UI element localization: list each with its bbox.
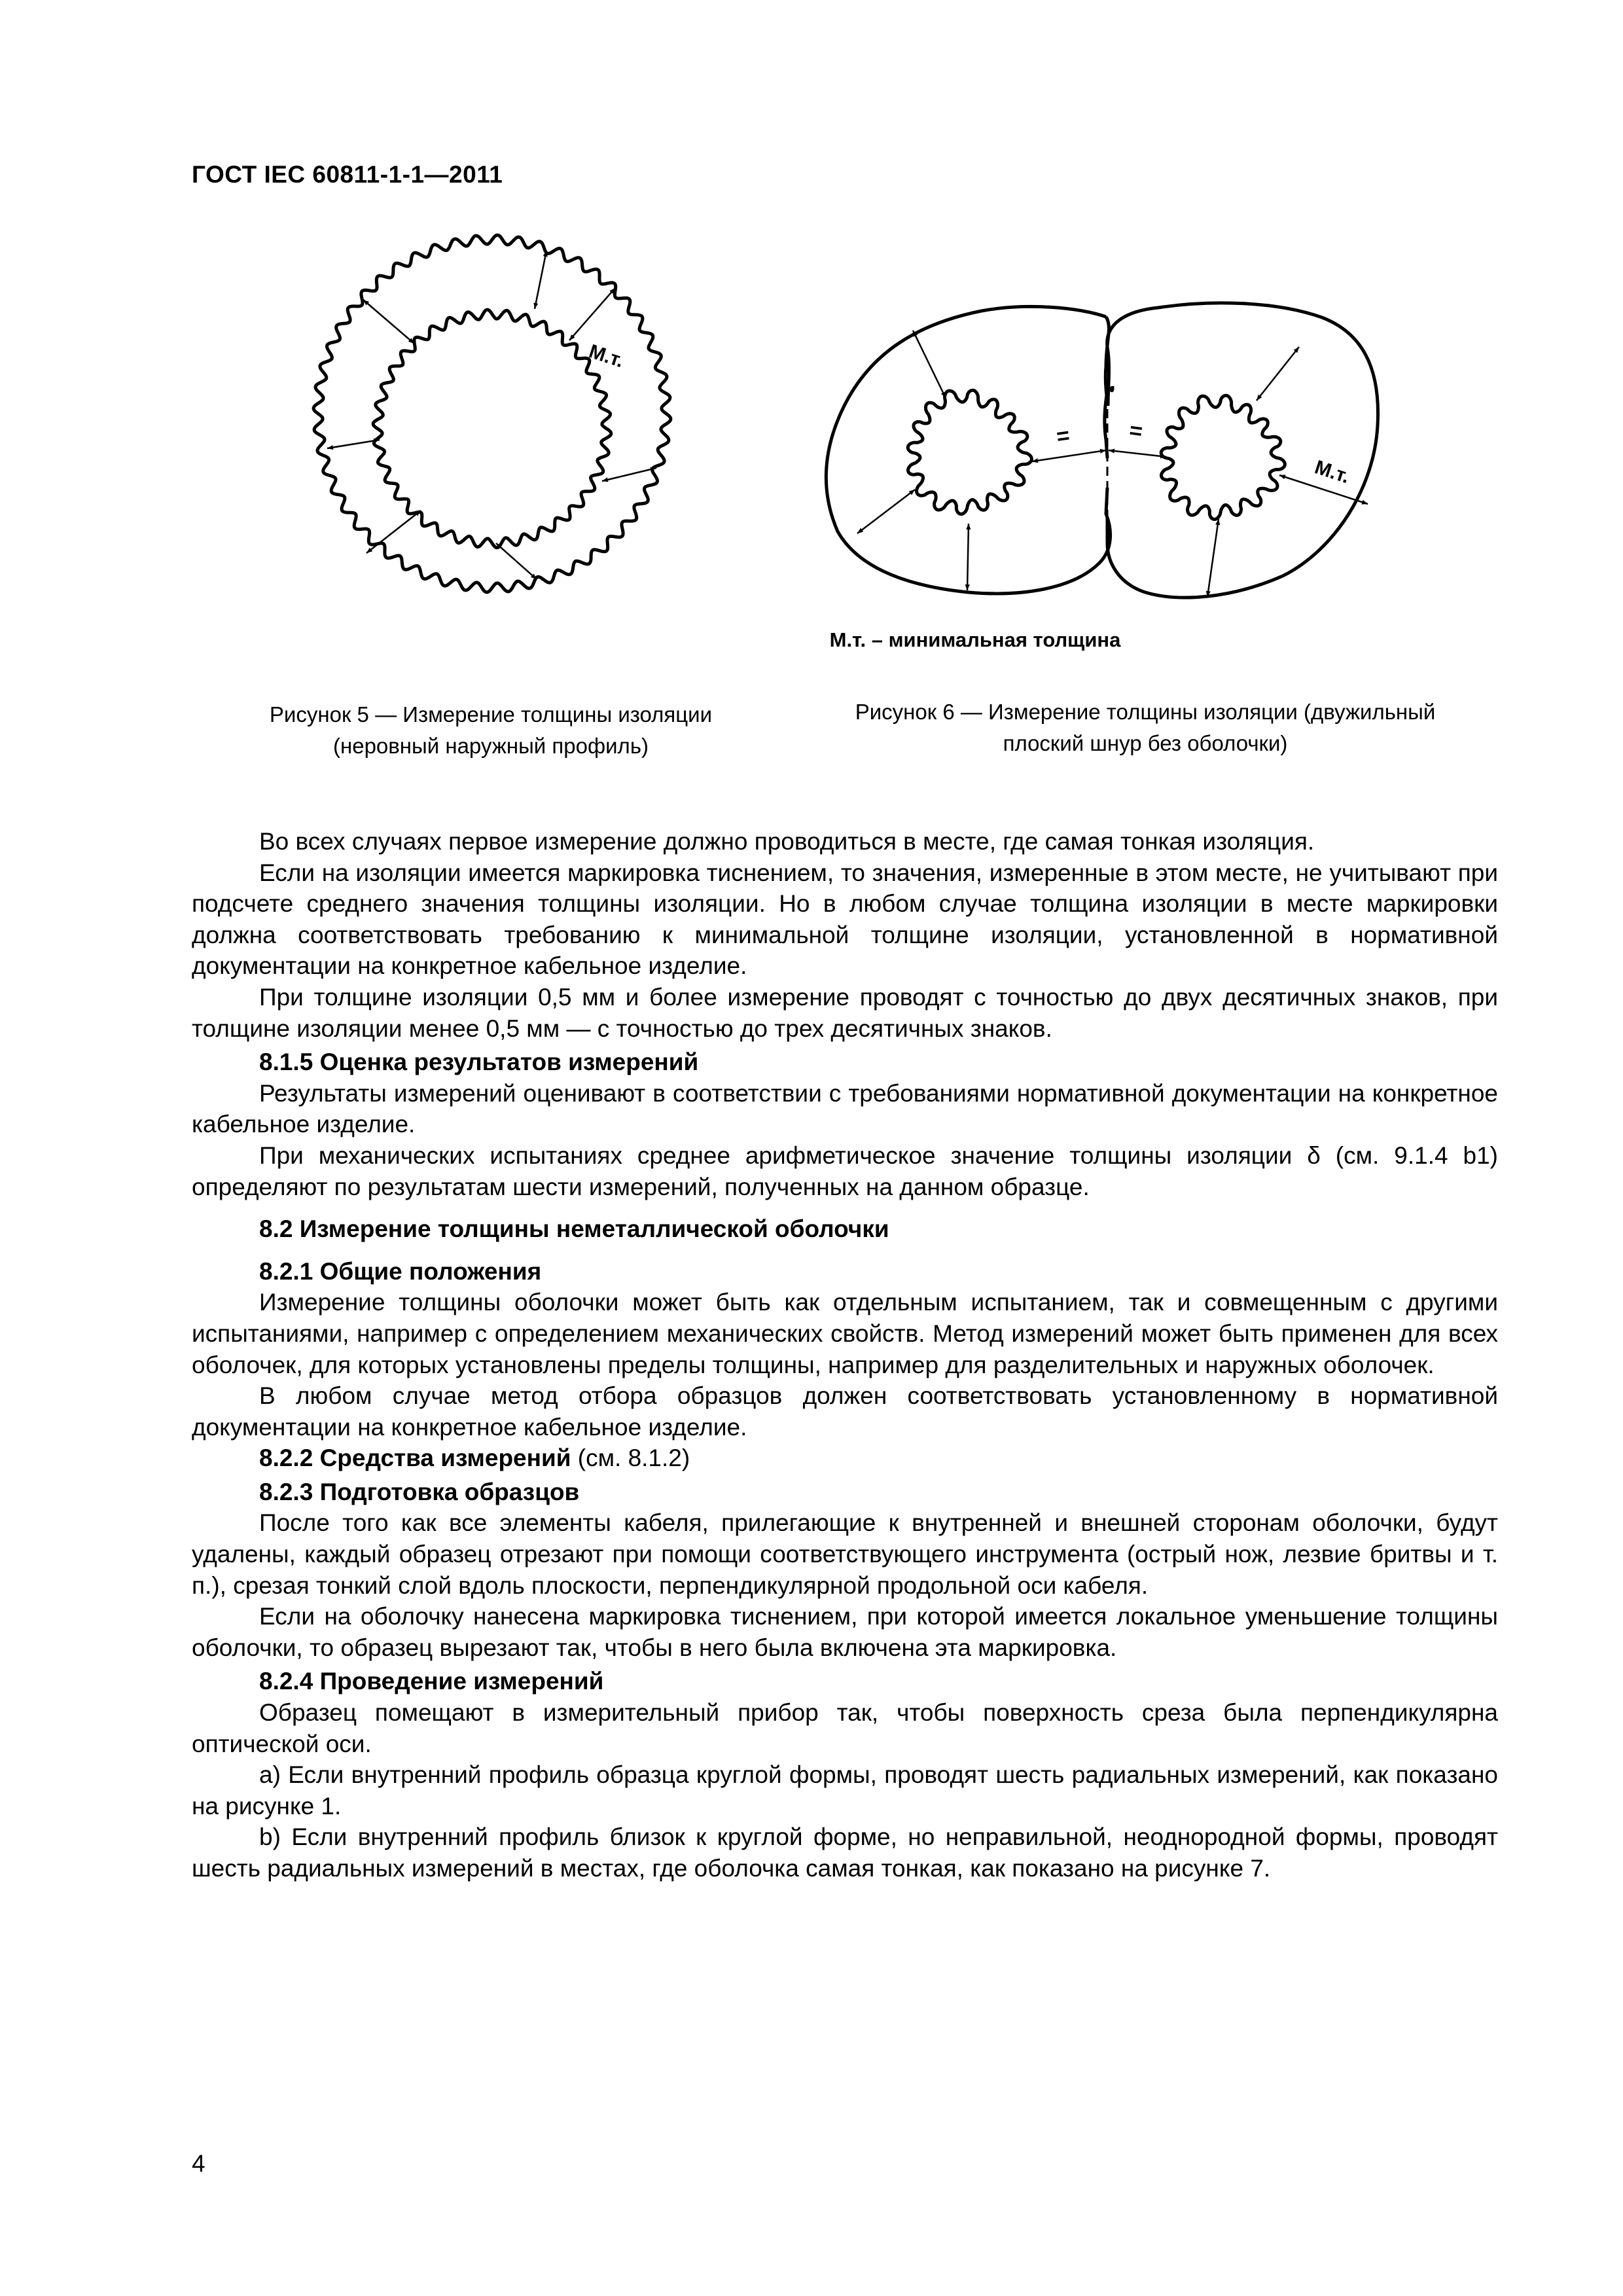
fig5-measure-arrow bbox=[569, 288, 615, 340]
paragraph: При толщине изоляции 0,5 мм и более измерение проводят с точностью до двух десятичных знаков, при толщине изоляции менее 0,5 мм — с точностью до трех десятичных знаков. bbox=[192, 983, 1498, 1042]
paragraph: Измерение толщины оболочки может быть как отдельным испытанием, так и совмещенным с другими испытаниями, например с определением механических свойств. Метод измерений может быть применен для всех оболочек, для которых установлены пределы толщины, например для разделительных и наружных оболочек. bbox=[192, 1289, 1498, 1378]
figure-5-caption bbox=[196, 699, 785, 762]
fig6-caption-line1: Рисунок 6 — Измерение толщины изоляции (двужильный bbox=[855, 700, 1436, 724]
fig5-measure-arrow bbox=[535, 251, 546, 309]
fig5-measure-arrow bbox=[327, 440, 380, 448]
section-heading: 8.2 Измерение толщины неметаллической оболочки bbox=[259, 1215, 889, 1243]
section-heading: 8.2.3 Подготовка образцов bbox=[259, 1478, 580, 1505]
fig6-outer-profile bbox=[826, 306, 1113, 593]
fig5-mt-label: М.т. bbox=[586, 340, 627, 372]
paragraph: Если на изоляции имеется маркировка тиснением, то значения, измеренные в этом месте, не учитывают при подсчете среднего значения толщины изоляции. Но в любом случае толщина изоляции в месте маркировки должна соответствовать требованию к минимальной толщине изоляции, установленной в нормативной документации на конкретное кабельное изделие. bbox=[192, 859, 1498, 980]
body-text bbox=[192, 826, 1498, 1884]
paragraph: После того как все элементы кабеля, прилегающие к внутренней и внешней сторонам оболочки, будут удалены, каждый образец отрезают при помощи соответствующего инструмента (острый нож, лезвие бритвы и т. п.), срезая тонкий слой вдоль плоскости, перпендикулярной продольной оси кабеля. bbox=[192, 1509, 1498, 1599]
paragraph: b) Если внутренний профиль близок к круглой форме, но неправильной, неоднородной формы, проводят шесть радиальных измерений в местах, где оболочка самая тонкая, как показано на рисунке 7. bbox=[192, 1823, 1498, 1882]
fig6-caption-line2: плоский шнур без оболочки) bbox=[1003, 731, 1288, 755]
figure-6-caption bbox=[798, 696, 1492, 759]
fig5-measure-arrow bbox=[366, 511, 421, 553]
paragraph: Во всех случаях первое измерение должно проводиться в месте, где самая тонкая изоляция. bbox=[259, 828, 1315, 855]
fig5-caption-line2: (неровный наружный профиль) bbox=[333, 734, 649, 758]
paragraph: При механических испытаниях среднее арифметическое значение толщины изоляции δ (см. 9.1.4 b1) определяют по результатам шести измерений, полученных на данном образце. bbox=[192, 1141, 1498, 1200]
fig6-inner-left-conductor bbox=[908, 390, 1031, 514]
section-heading: 8.2.1 Общие положения bbox=[259, 1257, 542, 1285]
fig6-mt-label: М.т. bbox=[1311, 456, 1353, 488]
fig5-measure-arrow bbox=[496, 543, 537, 579]
fig6-equal-right: = bbox=[1128, 418, 1145, 444]
figure-legend: М.т. – минимальная толщина bbox=[829, 628, 1121, 651]
heading-822-ref: (см. 8.1.2) bbox=[571, 1444, 690, 1472]
fig6-measure-arrows bbox=[857, 331, 1368, 597]
fig5-caption-line1: Рисунок 5 — Измерение толщины изоляции bbox=[269, 702, 713, 726]
section-heading: 8.1.5 Оценка результатов измерений bbox=[259, 1049, 699, 1076]
paragraph: Результаты измерений оценивают в соответствии с требованиями нормативной документации на конкретное кабельное изделие. bbox=[192, 1079, 1498, 1138]
page-number: 4 bbox=[192, 2150, 205, 2177]
section-heading: 8.2.4 Проведение измерений bbox=[259, 1668, 604, 1695]
fig5-outer-profile bbox=[313, 235, 671, 592]
section-heading bbox=[192, 1443, 1498, 1474]
fig5-inner-profile bbox=[373, 310, 611, 548]
heading-822-title: 8.2.2 Средства измерений bbox=[259, 1444, 571, 1472]
paragraph: а) Если внутренний профиль образца круглой формы, проводят шесть радиальных измерений, как показано на рисунке 1. bbox=[192, 1761, 1498, 1820]
paragraph: Образец помещают в измерительный прибор так, чтобы поверхность среза была перпендикулярна оптической оси. bbox=[192, 1699, 1498, 1757]
fig5-measure-arrow bbox=[602, 468, 656, 481]
fig5-measure-arrow bbox=[363, 300, 414, 344]
fig6-equal-left: = bbox=[1054, 423, 1071, 450]
figures-drawing bbox=[0, 0, 1623, 655]
figure-5-diagram bbox=[313, 235, 671, 592]
paragraph: В любом случае метод отбора образцов должен соответствовать установленному в нормативной документации на конкретное кабельное изделие. bbox=[192, 1382, 1498, 1441]
document-header: ГОСТ IEC 60811-1-1—2011 bbox=[192, 161, 503, 188]
fig5-measure-arrows bbox=[327, 251, 656, 579]
paragraph: Если на оболочку нанесена маркировка тиснением, при которой имеется локальное уменьшение толщины оболочки, то образец вырезают так, чтобы в него была включена эта маркировка. bbox=[192, 1603, 1498, 1661]
fig6-outer-right bbox=[1107, 303, 1378, 598]
fig6-inner-right-conductor bbox=[1161, 395, 1285, 519]
figure-6-diagram bbox=[826, 303, 1378, 598]
